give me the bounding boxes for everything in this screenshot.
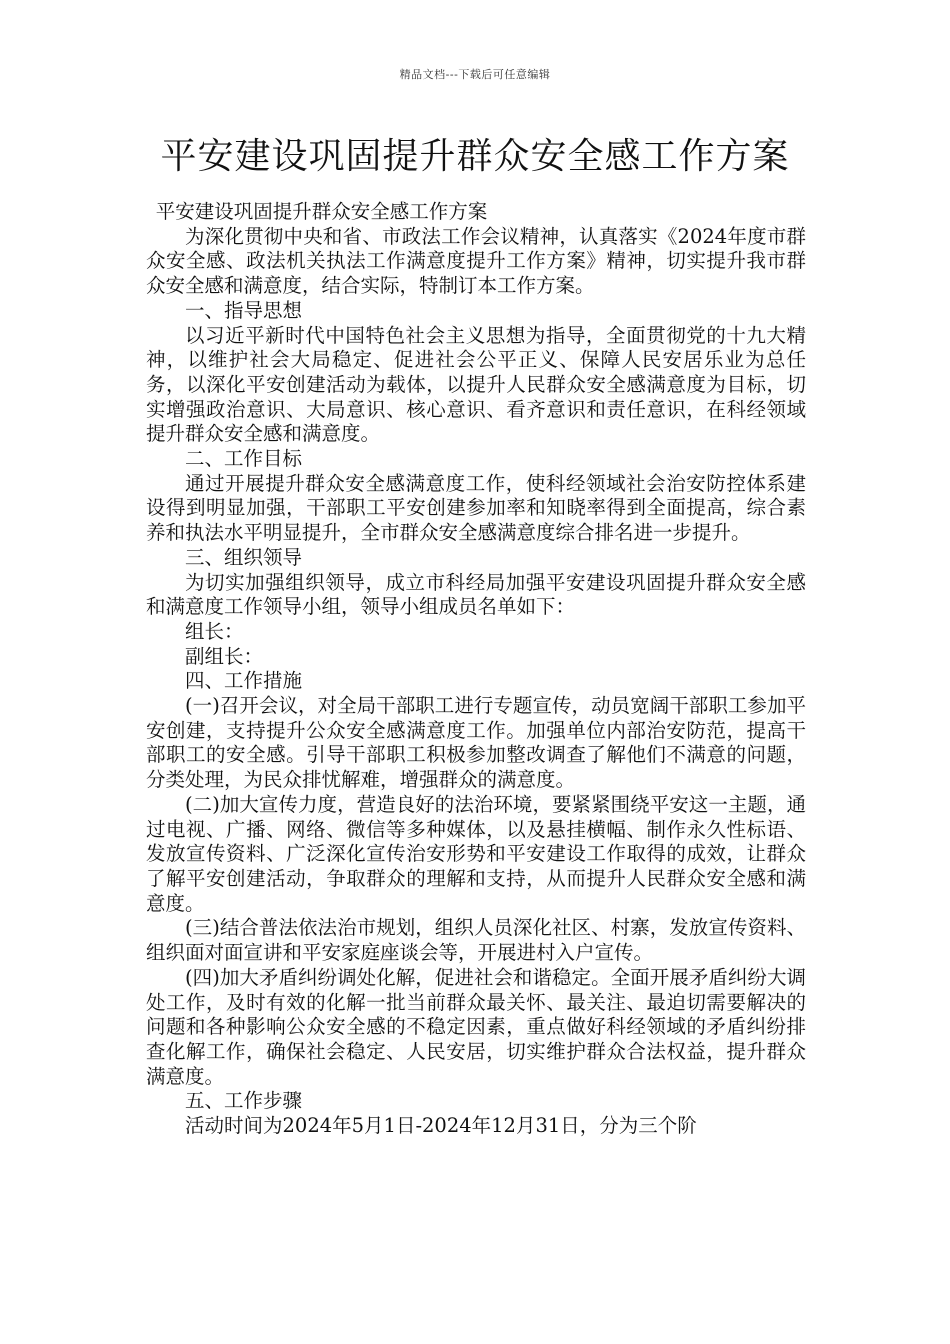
steps-paragraph: 活动时间为2024年5月1日-2024年12月31日，分为三个阶 [185,1114,697,1138]
measure-1-paragraph: (一)召开会议，对全局干部职工进行专题宣传，动员宽阔干部职工参加平安创建，支持提升公众安全感满意度工作。加强单位内部治安防范，提高干部职工的安全感。引导干部职工积极参加整改调查了解他们不满意的问题，分类处理，为民众排忧解难，增强群众的满意度。 [146,694,806,792]
guiding-thought-paragraph: 以习近平新时代中国特色社会主义思想为指导，全面贯彻党的十九大精神，以维护社会大局稳定、促进社会公平正义、保障人民安居乐业为总任务，以深化平安创建活动为载体，以提升人民群众安全感满意度为目标，切实增强政治意识、大局意识、核心意识、看齐意识和责任意识，在科经领域提升群众安全感和满意度。 [146,323,806,446]
section-heading-work-goals: 二、工作目标 [185,447,303,471]
group-leader-line: 组长： [185,619,244,643]
measure-4-paragraph: (四)加大矛盾纠纷调处化解，促进社会和谐稳定。全面开展矛盾纠纷大调处工作，及时有效的化解一批当前群众最关怀、最关注、最迫切需要解决的问题和各种影响公众安全感的不稳定因素，重点做好科经领域的矛盾纠纷排查化解工作，确保社会稳定、人民安居，切实维护群众合法权益，提升群众满意度。 [146,965,806,1088]
document-body [146,200,806,1139]
deputy-leader-line: 副组长： [185,644,264,668]
section-heading-steps: 五、工作步骤 [185,1089,303,1113]
section-heading-measures: 四、工作措施 [185,669,303,693]
measure-3-paragraph: (三)结合普法依法治市规划，组织人员深化社区、村寨，发放宣传资料、组织面对面宣讲和平安家庭座谈会等，开展进村入户宣传。 [146,916,806,965]
intro-paragraph: 为深化贯彻中央和省、市政法工作会议精神，认真落实《2024年度市群众安全感、政法机关执法工作满意度提升工作方案》精神，切实提升我市群众安全感和满意度，结合实际，特制订本工作方案。 [146,224,806,298]
document-title: 平安建设巩固提升群众安全感工作方案 [160,136,790,177]
section-heading-guiding-thought: 一、指导思想 [185,298,303,322]
header-note: 精品文档---下载后可任意编辑 [399,68,551,81]
document-subtitle: 平安建设巩固提升群众安全感工作方案 [155,200,488,223]
measure-2-paragraph: (二)加大宣传力度，营造良好的法治环境，要紧紧围绕平安这一主题，通过电视、广播、网络、微信等多种媒体，以及悬挂横幅、制作永久性标语、发放宣传资料、广泛深化宣传治安形势和平安建设工作取得的成效，让群众了解平安创建活动，争取群众的理解和支持，从而提升人民群众安全感和满意度。 [146,792,806,915]
work-goals-paragraph: 通过开展提升群众安全感满意度工作，使科经领域社会治安防控体系建设得到明显加强，干部职工平安创建参加率和知晓率得到全面提高，综合素养和执法水平明显提升，全市群众安全感满意度综合排名进一步提升。 [146,471,806,545]
organization-paragraph: 为切实加强组织领导，成立市科经局加强平安建设巩固提升群众安全感和满意度工作领导小组，领导小组成员名单如下： [146,570,806,619]
section-heading-organization: 三、组织领导 [185,545,303,569]
